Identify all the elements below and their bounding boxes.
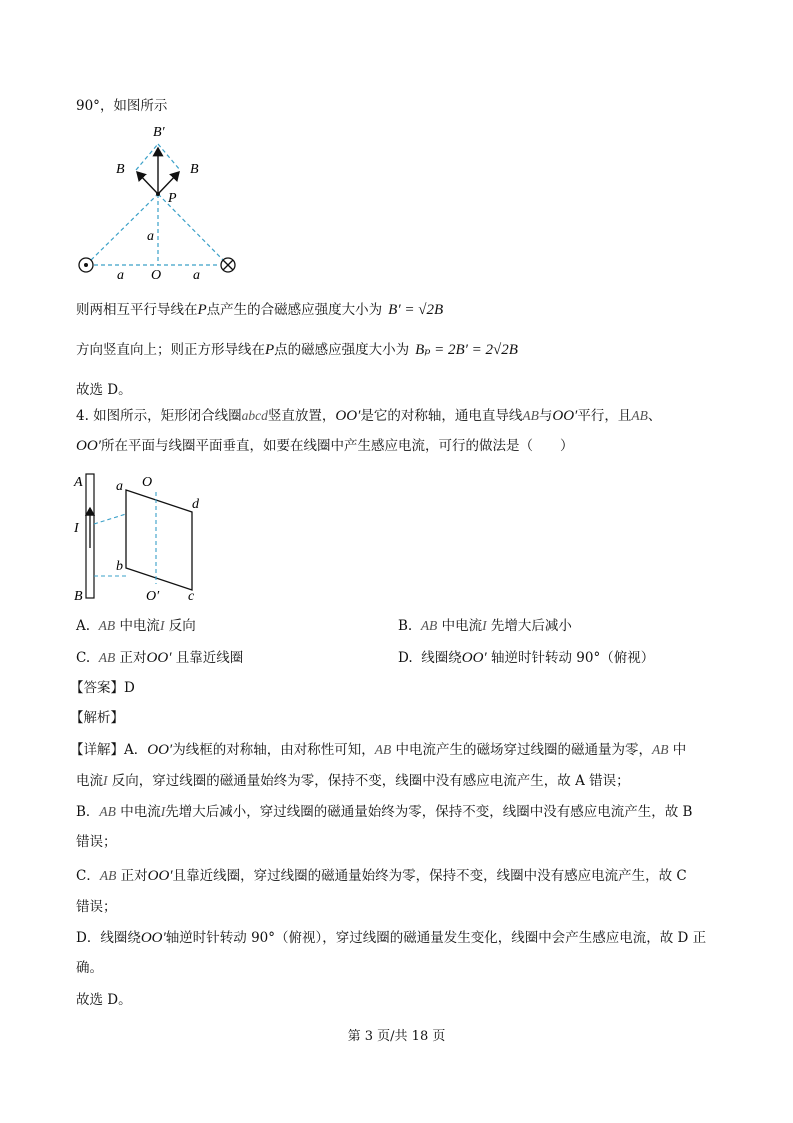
detail-l3-a: B． (76, 804, 100, 820)
label-c: c (188, 589, 195, 604)
detail-l5-c: 且靠近线圈，穿过线圈的磁通量始终为零，保持不变，线圈中没有感应电流产生，故 C (172, 868, 687, 884)
para2-p: P (265, 342, 275, 358)
label-b: b (116, 559, 123, 574)
choose-1: 故选 D。 (76, 382, 132, 398)
dashed-link-top (94, 514, 126, 524)
q4-text-a: 4. 如图所示，矩形闭合线圈 (76, 408, 242, 424)
para1-p: P (197, 302, 207, 318)
label-a-right: a (193, 268, 200, 280)
option-a-i: I (159, 618, 165, 633)
detail-l1-d: 中 (672, 742, 687, 758)
detail-l3-ab: AB (99, 804, 116, 819)
point-p (156, 192, 160, 196)
label-I: I (74, 521, 79, 536)
detail-l7-b: 轴逆时针转动 90°（俯视），穿过线圈的磁通量发生变化，线圈中会产生感应电流，故 D 正 (165, 930, 707, 946)
detail-l1-c: 中电流产生的磁场穿过线圈的磁通量为零， (395, 742, 652, 758)
label-a: a (116, 479, 123, 494)
option-b-text-a: 中电流 (441, 618, 483, 634)
label-b-left: B (116, 162, 125, 177)
option-c-text-a: 正对 (119, 650, 147, 666)
detail-line-6: 错误； (76, 899, 117, 915)
label-B: B (74, 589, 83, 604)
label-A: A (74, 475, 83, 490)
option-d-text-b: 轴逆时针转动 90°（俯视） (490, 650, 655, 666)
q4-ab-2: AB (631, 408, 648, 423)
label-p: P (168, 191, 177, 206)
detail-line-5 (76, 866, 687, 886)
detail-l5-a: C． (76, 868, 100, 884)
q4-line-2 (76, 436, 573, 456)
detail-line-3 (76, 802, 692, 822)
angle-text: 90° (76, 98, 100, 114)
option-c-prefix: C. (76, 650, 91, 666)
q4-abcd: abcd (241, 408, 268, 423)
detail-l3-b: 中电流 (120, 804, 161, 820)
fragment-text: ，如图所示 (99, 98, 168, 114)
option-a-text-a: 中电流 (119, 618, 160, 634)
detail-l1-a: 【详解】A． (70, 742, 148, 758)
coil-abcd (126, 490, 192, 590)
figure-magnetic-field (70, 120, 250, 280)
option-a (76, 616, 196, 636)
label-O: O (142, 475, 153, 490)
option-b-text-b: 先增大后减小 (490, 618, 572, 634)
detail-l7-a: D．线圈绕 (76, 930, 141, 946)
detail-l5-oo: OO′ (147, 868, 173, 884)
q4-ab-1: AB (522, 408, 539, 423)
detail-line-1 (70, 740, 686, 760)
q4-text-d: 与 (538, 408, 553, 424)
option-d-text-a: 线圈绕 (421, 650, 462, 666)
option-c-ab: AB (98, 650, 116, 665)
option-d-prefix: D. (398, 650, 413, 666)
label-a-vertical: a (147, 229, 154, 244)
detail-line-8: 确。 (76, 960, 103, 976)
option-c-text-b: 且靠近线圈 (175, 650, 244, 666)
dashed-diamond-right (158, 144, 180, 170)
para2-text-b: 点的磁感应强度大小为 (274, 342, 410, 358)
detail-line-4: 错误； (76, 834, 117, 850)
option-d (398, 648, 654, 668)
label-d: d (192, 497, 199, 512)
top-fragment (76, 96, 167, 116)
paragraph-2 (76, 340, 518, 360)
wire-into-page-icon (221, 258, 235, 272)
paragraph-1 (76, 300, 443, 320)
detail-l2-a: 电流 (76, 773, 103, 789)
option-d-oo: OO′ (461, 650, 487, 666)
detail-l5-ab: AB (99, 868, 117, 883)
dashed-diamond-left (136, 144, 158, 170)
figure-coil (70, 470, 220, 606)
option-b-i: I (482, 618, 487, 633)
para1-formula: B′ = √2B (388, 302, 444, 318)
detail-l5-b: 正对 (120, 868, 148, 884)
option-b-prefix: B. (398, 618, 413, 634)
answer: 【答案】D (70, 680, 135, 696)
option-b (398, 616, 572, 636)
analysis-heading: 【解析】 (70, 710, 124, 726)
option-a-prefix: A. (76, 618, 91, 634)
label-Oprime: O′ (146, 589, 160, 604)
detail-line-7 (76, 928, 706, 948)
label-b-right: B (190, 162, 199, 177)
option-c (76, 648, 243, 668)
detail-l2-b: 反向，穿过线圈的磁通量始终为零，保持不变，线圈中没有感应电流产生，故 A 错误； (111, 773, 630, 789)
arrow-b-left (137, 172, 158, 194)
detail-l1-oo: OO′ (147, 742, 173, 758)
wire-out-of-page-icon (79, 258, 93, 272)
option-b-ab: AB (420, 618, 438, 633)
q4-oo-2: OO′ (552, 408, 578, 424)
q4-oo-3: OO′ (76, 438, 101, 454)
detail-l1-ab2: AB (652, 742, 669, 757)
q4-text-f: 、 (647, 408, 662, 424)
detail-line-2 (76, 771, 630, 791)
detail-l7-oo: OO′ (140, 930, 166, 946)
q4-text-e: 平行，且 (577, 408, 632, 424)
page-footer: 第 3 页/共 18 页 (347, 1029, 446, 1044)
option-c-oo: OO′ (146, 650, 172, 666)
detail-l3-i: I (160, 804, 166, 819)
option-a-text-b: 反向 (168, 618, 196, 634)
q4-oo-1: OO′ (335, 408, 361, 424)
detail-l2-i: I (103, 773, 108, 788)
para2-formula: Bₚ = 2B′ = 2√2B (415, 342, 518, 358)
detail-l3-c: 先增大后减小，穿过线圈的磁通量始终为零，保持不变，线圈中没有感应电流产生，故 B (165, 804, 693, 820)
choose-2: 故选 D。 (76, 992, 132, 1008)
para1-text-a: 则两相互平行导线在 (76, 302, 198, 318)
para1-text-b: 点产生的合磁感应强度大小为 (206, 302, 383, 318)
q4-line-1 (76, 406, 661, 426)
q4-text-b: 竖直放置， (267, 408, 336, 424)
option-a-ab: AB (98, 618, 116, 633)
label-a-left: a (117, 268, 124, 280)
q4-text-line2: 所在平面与线圈平面垂直，如要在线圈中产生感应电流，可行的做法是（ ） (100, 438, 574, 454)
label-bprime: B′ (153, 125, 165, 140)
detail-l1-ab: AB (374, 742, 392, 757)
para2-text-a: 方向竖直向上；则正方形导线在 (76, 342, 265, 358)
detail-l1-b: 为线框的对称轴，由对称性可知， (172, 742, 375, 758)
q4-text-c: 是它的对称轴，通电直导线 (360, 408, 523, 424)
label-o: O (151, 268, 162, 280)
